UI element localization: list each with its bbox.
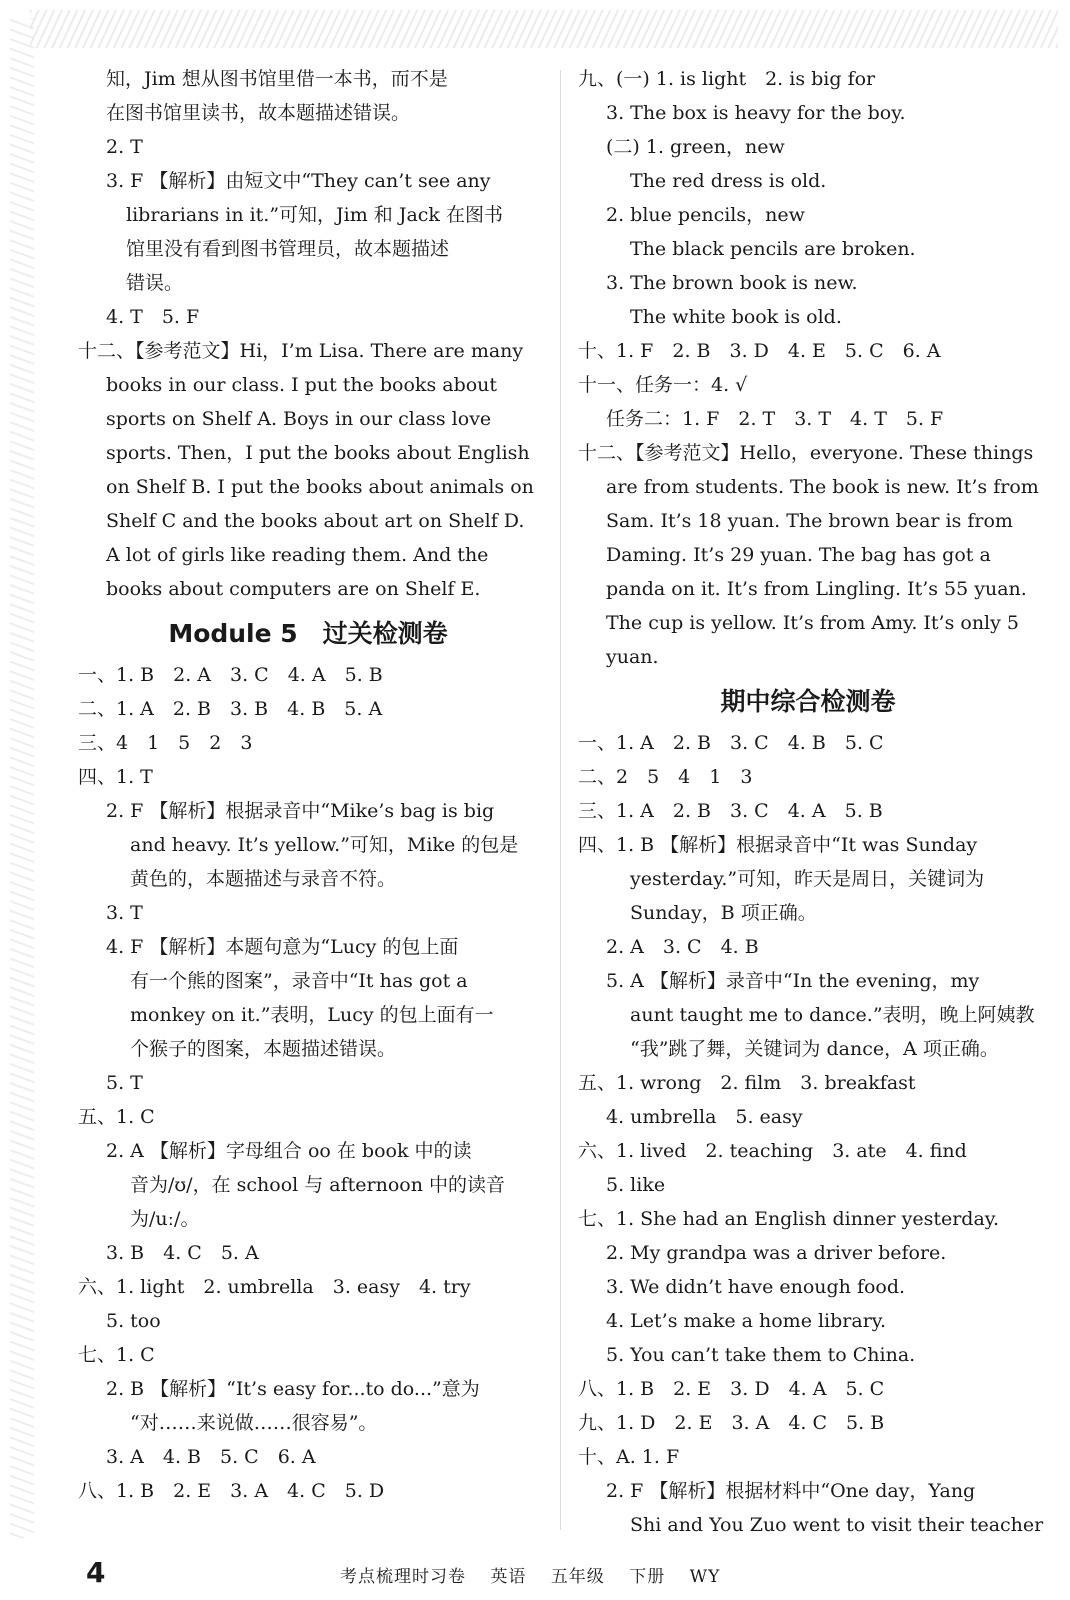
answer-line: 4. F 【解析】本题句意为“Lucy 的包上面: [106, 936, 459, 958]
answer-line: 为/uː/。: [130, 1208, 200, 1230]
answer-line: 六、1. lived 2. teaching 3. ate 4. find: [578, 1140, 967, 1162]
answer-line: 一、1. A 2. B 3. C 4. B 5. C: [578, 732, 884, 754]
answer-line: Daming. It’s 29 yuan. The bag has got a: [606, 544, 991, 566]
answer-line: Sunday，B 项正确。: [630, 902, 817, 924]
answer-line: aunt taught me to dance.”表明，晚上阿姨教: [630, 1004, 1035, 1026]
answer-line: yuan.: [606, 646, 659, 668]
footer-book-info: [340, 1562, 738, 1587]
answer-line: 2. blue pencils，new: [606, 204, 805, 226]
answer-line: “对……来说做……很容易”。: [130, 1412, 378, 1434]
answer-line: 3. We didn’t have enough food.: [606, 1276, 906, 1298]
answer-line: 2. F 【解析】根据材料中“One day，Yang: [606, 1480, 976, 1502]
answer-line: 4. umbrella 5. easy: [606, 1106, 803, 1128]
answer-line: 一、1. B 2. A 3. C 4. A 5. B: [78, 664, 383, 686]
answer-line: 在图书馆里读书，故本题描述错误。: [106, 102, 411, 124]
midterm-title: 期中综合检测卷: [720, 687, 896, 716]
answer-line: 错误。: [126, 272, 184, 294]
answer-line: 九、1. D 2. E 3. A 4. C 5. B: [578, 1412, 885, 1434]
right-column: [578, 62, 1044, 1542]
answer-line: 2. A 【解析】字母组合 oo 在 book 中的读: [106, 1140, 472, 1162]
footer-volume: 下册: [629, 1567, 666, 1587]
answer-line: 二、1. A 2. B 3. B 4. B 5. A: [78, 698, 383, 720]
left-column: [78, 62, 538, 1508]
answer-line: books in our class. I put the books about: [106, 374, 498, 396]
column-divider: [560, 70, 561, 1530]
answer-line: sports. Then，I put the books about English: [106, 442, 530, 464]
answer-line: The white book is old.: [630, 306, 842, 328]
answer-line: The red dress is old.: [630, 170, 827, 192]
decorative-top-border: [30, 10, 1058, 48]
answer-line: 2. My grandpa was a driver before.: [606, 1242, 947, 1264]
answer-line: 5. like: [606, 1174, 666, 1196]
answer-line: librarians in it.”可知，Jim 和 Jack 在图书: [126, 204, 503, 226]
answer-line: Sam. It’s 18 yuan. The brown bear is from: [606, 510, 1013, 532]
answer-line: 四、1. B 【解析】根据录音中“It was Sunday: [578, 834, 978, 856]
answer-line: 2. F 【解析】根据录音中“Mike’s bag is big: [106, 800, 495, 822]
answer-line: sports on Shelf A. Boys in our class love: [106, 408, 492, 430]
answer-line: 九、(一) 1. is light 2. is big for: [578, 68, 876, 90]
answer-line: 三、4 1 5 2 3: [78, 732, 253, 754]
answer-line: 四、1. T: [78, 766, 153, 788]
answer-line: The cup is yellow. It’s from Amy. It’s only 5: [606, 612, 1019, 634]
page-number: 4: [86, 1556, 106, 1589]
answer-line: 五、1. C: [78, 1106, 155, 1128]
footer-edition: WY: [689, 1567, 721, 1587]
module5-title: Module 5 过关检测卷: [168, 619, 448, 648]
answer-line: 知，Jim 想从图书馆里借一本书，而不是: [106, 68, 448, 90]
answer-line: 黄色的，本题描述与录音不符。: [130, 868, 397, 890]
decorative-left-border: [10, 18, 34, 1538]
answer-line: 2. B 【解析】“It’s easy for...to do...”意为: [106, 1378, 480, 1400]
answer-line: 2. T: [106, 136, 143, 158]
answer-line: 4. Let’s make a home library.: [606, 1310, 887, 1332]
answer-line: 3. The brown book is new.: [606, 272, 858, 294]
answer-line: 三、1. A 2. B 3. C 4. A 5. B: [578, 800, 883, 822]
answer-line: (二) 1. green，new: [606, 136, 785, 158]
right-answer-lines: [578, 62, 1038, 674]
answer-line: 十二、【参考范文】Hello，everyone. These things: [578, 442, 1034, 464]
left-answer-lines: [78, 62, 538, 606]
answer-line: 十、1. F 2. B 3. D 4. E 5. C 6. A: [578, 340, 941, 362]
answer-line: Shi and You Zuo went to visit their teacher: [630, 1514, 1044, 1536]
page-footer: [0, 1556, 1070, 1592]
answer-line: yesterday.”可知，昨天是周日，关键词为: [630, 868, 985, 890]
answer-line: Shelf C and the books about art on Shelf D.: [106, 510, 525, 532]
answer-line: 有一个熊的图案”，录音中“It has got a: [130, 970, 468, 992]
answer-line: 3. B 4. C 5. A: [106, 1242, 259, 1264]
answer-line: 3. A 4. B 5. C 6. A: [106, 1446, 316, 1468]
answer-line: are from students. The book is new. It’s from: [606, 476, 1039, 498]
answer-line: 4. T 5. F: [106, 306, 200, 328]
answer-line: 5. A 【解析】录音中“In the evening，my: [606, 970, 980, 992]
answer-line: books about computers are on Shelf E.: [106, 578, 481, 600]
answer-line: 二、2 5 4 1 3: [578, 766, 753, 788]
answer-line: 十一、任务一：4. √: [578, 374, 748, 396]
answer-line: 十二、【参考范文】Hi，I’m Lisa. There are many: [78, 340, 524, 362]
answer-line: “我”跳了舞，关键词为 dance，A 项正确。: [630, 1038, 999, 1060]
answer-line: 八、1. B 2. E 3. D 4. A 5. C: [578, 1378, 885, 1400]
answer-line: 馆里没有看到图书管理员，故本题描述: [126, 238, 450, 260]
answer-line: 5. too: [106, 1310, 161, 1332]
answer-line: 六、1. light 2. umbrella 3. easy 4. try: [78, 1276, 471, 1298]
footer-book-title: 考点梳理时习卷: [340, 1567, 466, 1587]
answer-line: 七、1. She had an English dinner yesterday.: [578, 1208, 1000, 1230]
answer-line: on Shelf B. I put the books about animals on: [106, 476, 534, 498]
answer-line: 5. You can’t take them to China.: [606, 1344, 916, 1366]
answer-line: A lot of girls like reading them. And the: [106, 544, 489, 566]
answer-line: monkey on it.”表明，Lucy 的包上面有一: [130, 1004, 494, 1026]
answer-line: 十、A. 1. F: [578, 1446, 680, 1468]
module5-answer-lines: [78, 658, 538, 1508]
answer-line: 个猴子的图案，本题描述错误。: [130, 1038, 397, 1060]
answer-line: 3. T: [106, 902, 143, 924]
answer-line: 五、1. wrong 2. film 3. breakfast: [578, 1072, 916, 1094]
answer-line: 音为/ʊ/，在 school 与 afternoon 中的读音: [130, 1174, 506, 1196]
answer-line: 3. F 【解析】由短文中“They can’t see any: [106, 170, 491, 192]
midterm-answer-lines: [578, 726, 1044, 1542]
answer-line: The black pencils are broken.: [630, 238, 916, 260]
footer-grade: 五年级: [550, 1567, 605, 1587]
answer-line: panda on it. It’s from Lingling. It’s 55 yuan.: [606, 578, 1027, 600]
answer-line: 任务二：1. F 2. T 3. T 4. T 5. F: [606, 408, 944, 430]
answer-line: and heavy. It’s yellow.”可知，Mike 的包是: [130, 834, 519, 856]
answer-line: 5. T: [106, 1072, 143, 1094]
answer-line: 七、1. C: [78, 1344, 155, 1366]
footer-subject: 英语: [490, 1567, 527, 1587]
answer-line: 2. A 3. C 4. B: [606, 936, 759, 958]
answer-line: 3. The box is heavy for the boy.: [606, 102, 906, 124]
answer-line: 八、1. B 2. E 3. A 4. C 5. D: [78, 1480, 385, 1502]
